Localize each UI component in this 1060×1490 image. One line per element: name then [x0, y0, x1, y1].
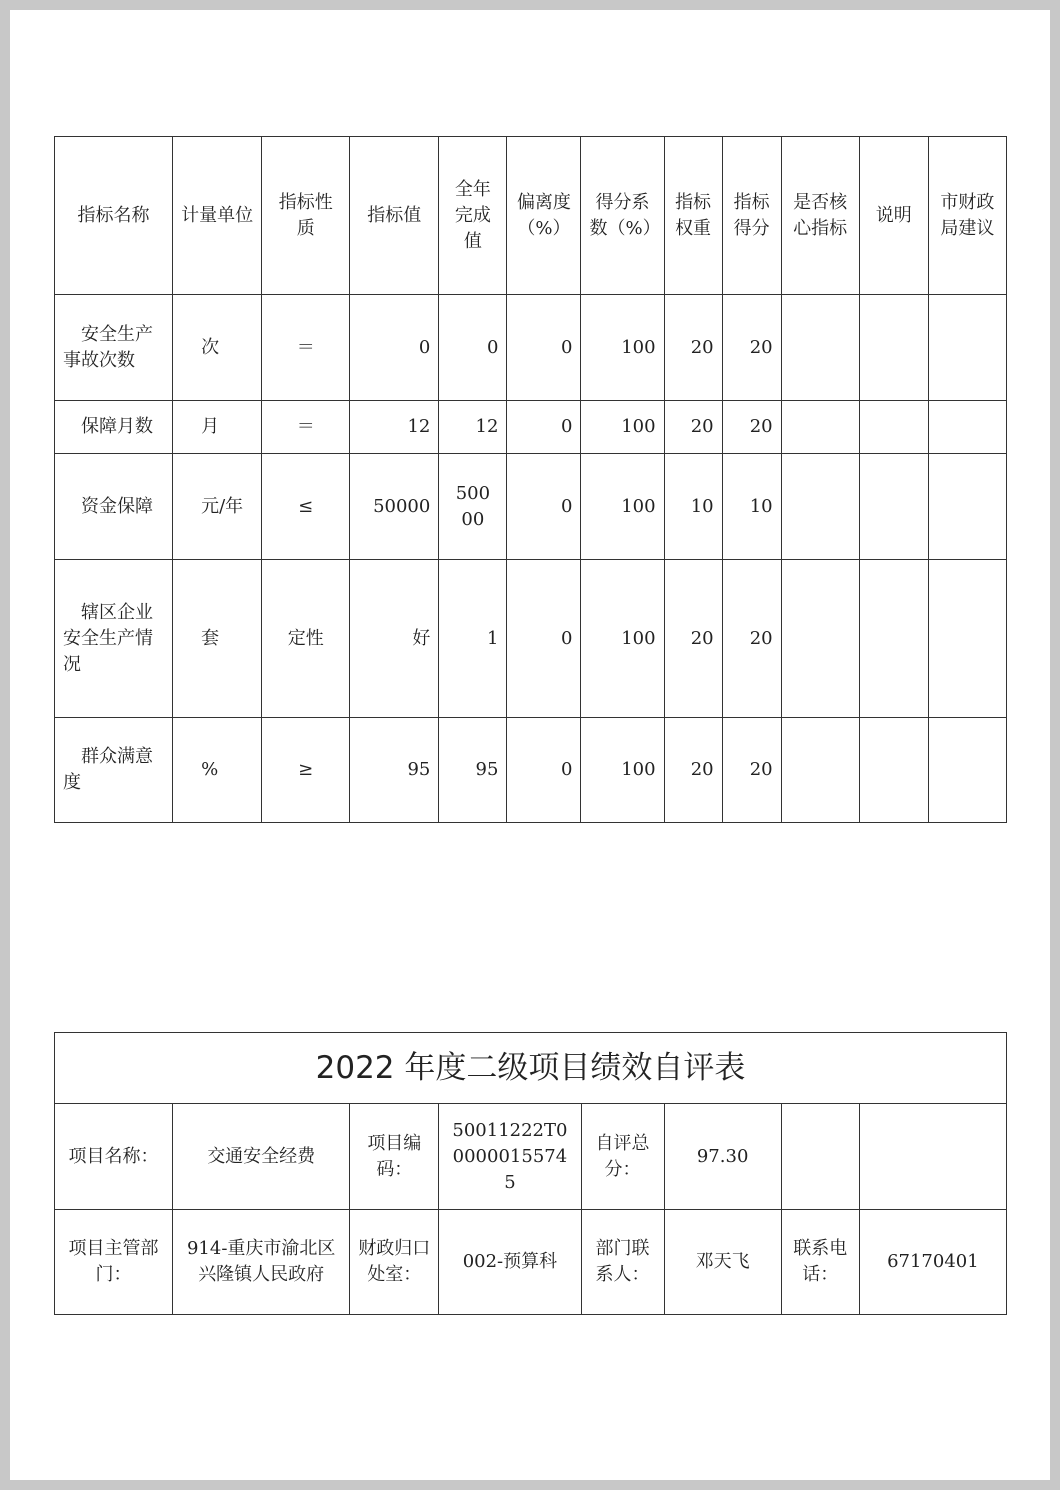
score-cell: 20 — [722, 718, 781, 823]
actual-cell: 12 — [439, 401, 507, 454]
core-cell — [781, 295, 859, 401]
coef-cell: 100 — [581, 401, 664, 454]
note-cell — [859, 718, 928, 823]
target-cell: 好 — [350, 560, 439, 718]
table-row — [55, 454, 1007, 560]
weight-cell: 20 — [664, 295, 722, 401]
document-page — [10, 10, 1050, 1480]
page-title: 2022 年度二级项目绩效自评表 — [55, 1033, 1007, 1104]
weight-cell: 20 — [664, 560, 722, 718]
indicator-table — [54, 136, 1007, 823]
header-cell: 指标得分 — [722, 137, 781, 295]
indicator-name: 辖区企业安全生产情况 — [55, 560, 173, 718]
empty-cell — [859, 1104, 1006, 1210]
actual-cell: 95 — [439, 718, 507, 823]
suggest-cell — [928, 295, 1006, 401]
header-cell: 指标值 — [350, 137, 439, 295]
target-cell: 12 — [350, 401, 439, 454]
project-name-value: 交通安全经费 — [173, 1104, 350, 1210]
table-header-row — [55, 137, 1007, 295]
coef-cell: 100 — [581, 295, 664, 401]
table-row — [55, 401, 1007, 454]
actual-cell: 1 — [439, 560, 507, 718]
unit-cell: 月 — [173, 401, 262, 454]
table-row — [55, 295, 1007, 401]
score-cell: 10 — [722, 454, 781, 560]
indicator-name: 群众满意度 — [55, 718, 173, 823]
note-cell — [859, 454, 928, 560]
header-cell: 指标名称 — [55, 137, 173, 295]
nature-cell: ＝ — [262, 295, 350, 401]
weight-cell: 20 — [664, 718, 722, 823]
note-cell — [859, 295, 928, 401]
target-cell: 0 — [350, 295, 439, 401]
deviation-cell: 0 — [507, 401, 581, 454]
actual-cell: 0 — [439, 295, 507, 401]
suggest-cell — [928, 401, 1006, 454]
nature-cell: 定性 — [262, 560, 350, 718]
deviation-cell: 0 — [507, 560, 581, 718]
coef-cell: 100 — [581, 454, 664, 560]
dept-label: 项目主管部门： — [55, 1210, 173, 1315]
header-cell: 是否核心指标 — [781, 137, 859, 295]
header-cell: 计量单位 — [173, 137, 262, 295]
table-row — [55, 560, 1007, 718]
project-code-value: 50011222T000000155745 — [439, 1104, 581, 1210]
header-cell: 说明 — [859, 137, 928, 295]
header-cell: 得分系数（%） — [581, 137, 664, 295]
target-cell: 50000 — [350, 454, 439, 560]
core-cell — [781, 401, 859, 454]
unit-cell: 元/年 — [173, 454, 262, 560]
nature-cell: ＝ — [262, 401, 350, 454]
score-cell: 20 — [722, 401, 781, 454]
score-cell: 20 — [722, 560, 781, 718]
self-score-label: 自评总分： — [581, 1104, 664, 1210]
indicator-name: 保障月数 — [55, 401, 173, 454]
contact-value: 邓天飞 — [664, 1210, 781, 1315]
deviation-cell: 0 — [507, 295, 581, 401]
phone-value: 67170401 — [859, 1210, 1006, 1315]
coef-cell: 100 — [581, 718, 664, 823]
coef-cell: 100 — [581, 560, 664, 718]
core-cell — [781, 560, 859, 718]
weight-cell: 10 — [664, 454, 722, 560]
project-code-label: 项目编码： — [350, 1104, 439, 1210]
header-cell: 指标性质 — [262, 137, 350, 295]
dept-value: 914-重庆市渝北区兴隆镇人民政府 — [173, 1210, 350, 1315]
indicator-name: 安全生产事故次数 — [55, 295, 173, 401]
contact-label: 部门联系人： — [581, 1210, 664, 1315]
suggest-cell — [928, 454, 1006, 560]
empty-cell — [781, 1104, 859, 1210]
unit-cell: 次 — [173, 295, 262, 401]
indicator-name: 资金保障 — [55, 454, 173, 560]
unit-cell: 套 — [173, 560, 262, 718]
table-row — [55, 1104, 1007, 1210]
core-cell — [781, 718, 859, 823]
self-evaluation-table — [54, 1032, 1007, 1315]
suggest-cell — [928, 718, 1006, 823]
table-row — [55, 718, 1007, 823]
score-cell: 20 — [722, 295, 781, 401]
table-row — [55, 1210, 1007, 1315]
deviation-cell: 0 — [507, 454, 581, 560]
nature-cell: ≤ — [262, 454, 350, 560]
actual-cell: 50000 — [439, 454, 507, 560]
target-cell: 95 — [350, 718, 439, 823]
finance-value: 002-预算科 — [439, 1210, 581, 1315]
core-cell — [781, 454, 859, 560]
header-cell: 市财政局建议 — [928, 137, 1006, 295]
suggest-cell — [928, 560, 1006, 718]
finance-label: 财政归口处室： — [350, 1210, 439, 1315]
phone-label: 联系电话： — [781, 1210, 859, 1315]
note-cell — [859, 401, 928, 454]
header-cell: 偏离度（%） — [507, 137, 581, 295]
nature-cell: ≥ — [262, 718, 350, 823]
unit-cell: % — [173, 718, 262, 823]
deviation-cell: 0 — [507, 718, 581, 823]
note-cell — [859, 560, 928, 718]
title-row — [55, 1033, 1007, 1104]
header-cell: 全年完成值 — [439, 137, 507, 295]
self-score-value: 97.30 — [664, 1104, 781, 1210]
header-cell: 指标权重 — [664, 137, 722, 295]
project-name-label: 项目名称： — [55, 1104, 173, 1210]
weight-cell: 20 — [664, 401, 722, 454]
